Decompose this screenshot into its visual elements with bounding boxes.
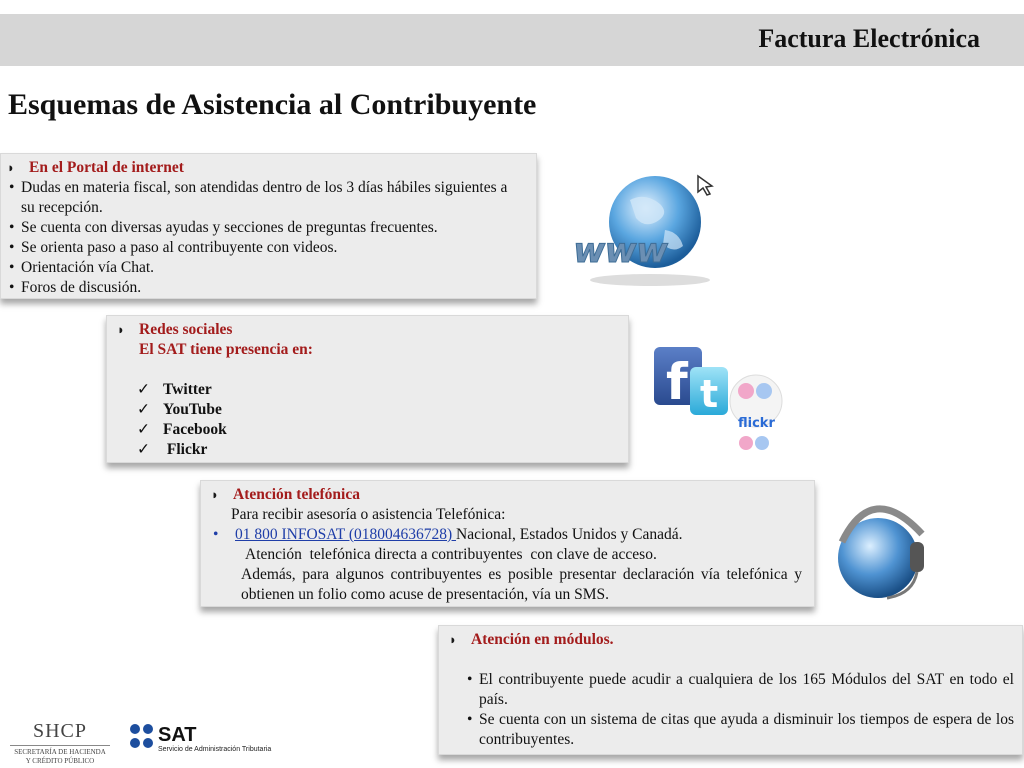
list-item: • Se cuenta con diversas ayudas y secciones de preguntas frecuentes.	[7, 218, 528, 238]
modules-heading: ◗ Atención en módulos.	[449, 631, 614, 648]
header-title: Factura Electrónica	[758, 24, 980, 53]
list-item: • Se cuenta con un sistema de citas que ayuda a disminuir los tiempos de espera de los contribuyentes.	[465, 710, 1014, 750]
sat-emblem-icon	[128, 722, 156, 752]
phone-intro: Para recibir asesoría o asistencia Telefónica:	[231, 506, 506, 523]
header-bar	[0, 14, 1024, 66]
shcp-logo: SHCP SECRETARÍA DE HACIENDA Y CRÉDITO PÚBLICO	[10, 720, 110, 766]
phone-number-line: • 01 800 INFOSAT (018004636728) Nacional, Estados Unidos y Canadá.	[213, 526, 683, 543]
arrow-bullet-icon: ◗	[7, 160, 15, 175]
portal-box	[0, 153, 537, 299]
sat-logo: SAT Servicio de Administración Tributaria	[128, 722, 278, 754]
list-item: ✓ Facebook	[137, 421, 227, 438]
checkmark-icon: ✓	[137, 381, 150, 398]
social-heading: ◗ Redes sociales	[117, 321, 233, 338]
list-item: ✓ Flickr	[137, 441, 208, 458]
svg-text:t: t	[700, 372, 719, 416]
phone-box	[200, 480, 815, 607]
page-title: Esquemas de Asistencia al Contribuyente	[8, 88, 537, 121]
infosat-phone-link[interactable]: 01 800 INFOSAT (018004636728)	[235, 526, 457, 543]
checkmark-icon: ✓	[137, 421, 150, 438]
list-item: • Orientación vía Chat.	[7, 258, 528, 278]
www-globe-icon	[570, 170, 730, 290]
social-media-icons	[650, 345, 785, 455]
social-box	[106, 315, 629, 463]
checkmark-icon: ✓	[137, 401, 150, 418]
list-item: ✓ YouTube	[137, 401, 222, 418]
phone-heading: ◗ Atención telefónica	[211, 486, 360, 503]
svg-text:www: www	[570, 231, 672, 271]
phone-line2: Atención telefónica directa a contribuyentes con clave de acceso.	[245, 546, 657, 563]
svg-text:flickr: flickr	[738, 416, 775, 431]
list-item: • Dudas en materia fiscal, son atendidas dentro de los 3 días hábiles siguientes a su recepción.	[7, 178, 528, 218]
phone-line3: Además, para algunos contribuyentes es posible presentar declaración vía telefónica y obtienen un folio como acuse de presentación, vía un SMS.	[241, 566, 802, 603]
svg-text:f: f	[666, 353, 688, 411]
arrow-bullet-icon: ◗	[449, 632, 457, 647]
social-subheading: El SAT tiene presencia en:	[139, 341, 313, 358]
list-item: ✓ Twitter	[137, 381, 212, 398]
list-item: • El contribuyente puede acudir a cualquiera de los 165 Módulos del SAT en todo el país.	[465, 670, 1014, 710]
list-item: • Se orienta paso a paso al contribuyente con videos.	[7, 238, 528, 258]
arrow-bullet-icon: ◗	[117, 322, 125, 337]
headset-globe-icon	[832, 492, 932, 610]
modules-box	[438, 625, 1023, 755]
arrow-bullet-icon: ◗	[211, 487, 219, 502]
portal-heading: ◗ En el Portal de internet	[7, 159, 184, 176]
checkmark-icon: ✓	[137, 441, 150, 458]
list-item: • Foros de discusión.	[7, 278, 528, 298]
